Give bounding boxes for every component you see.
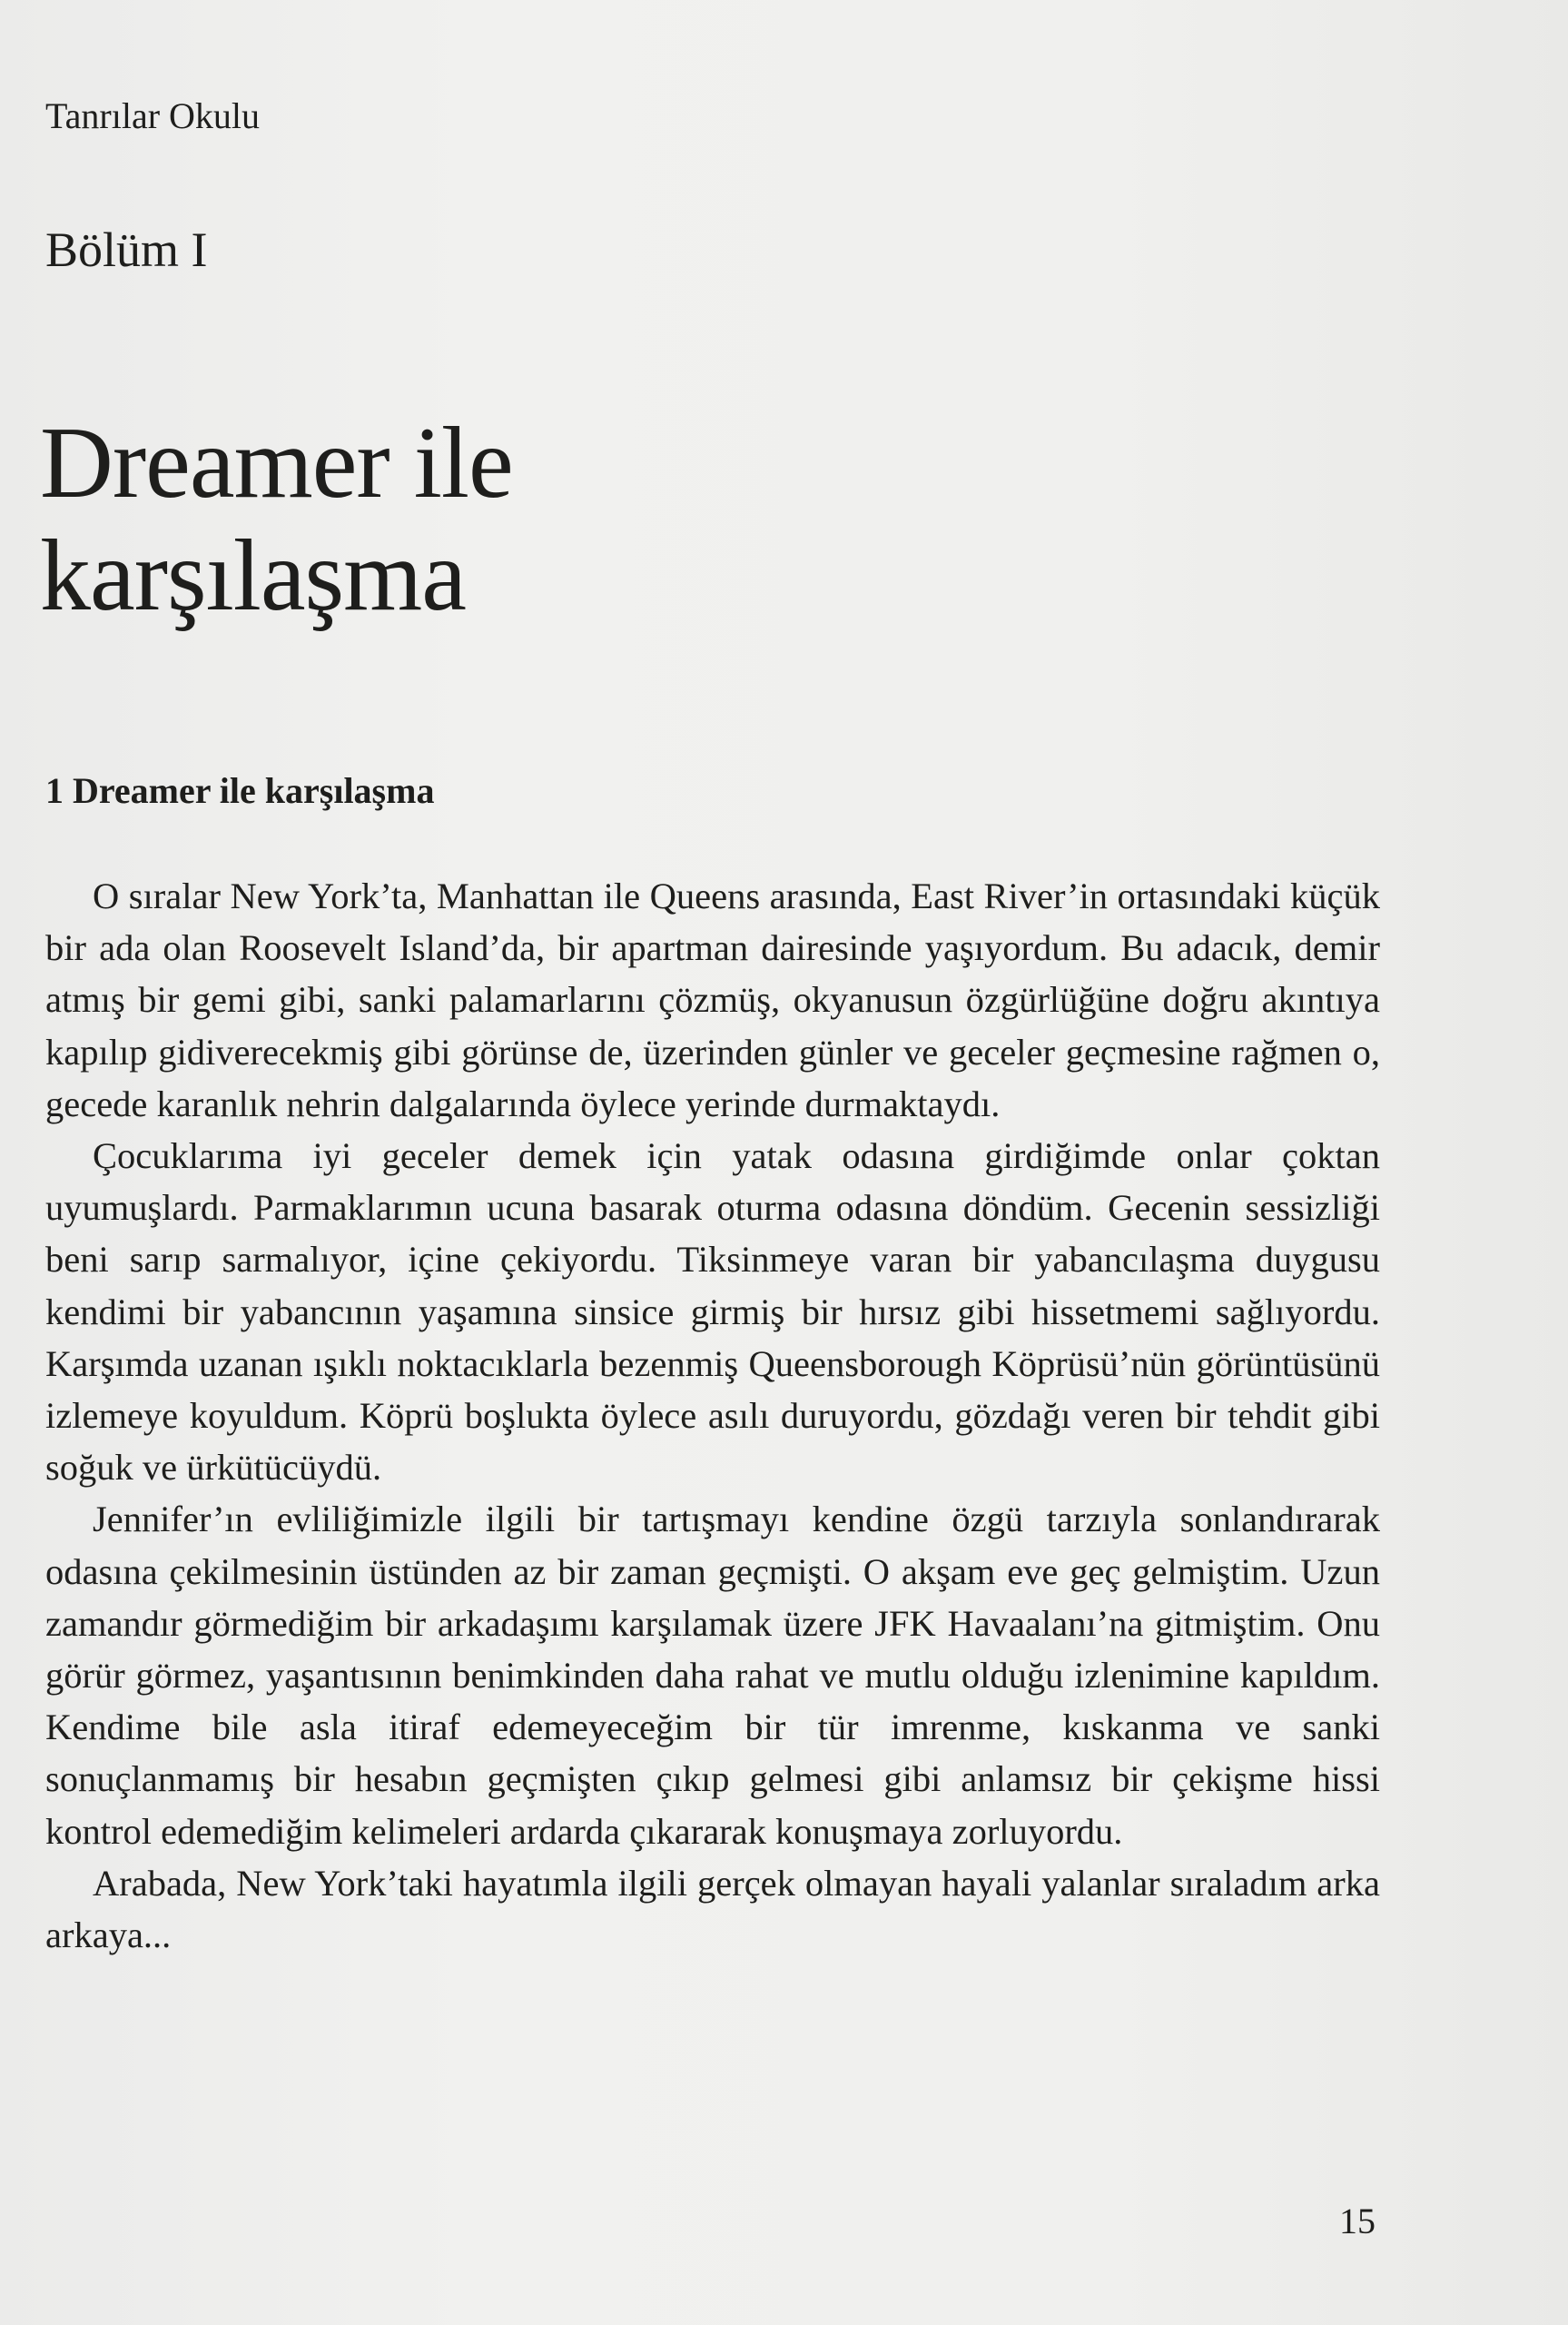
chapter-title: [40, 407, 513, 632]
section-title: 1 Dreamer ile karşılaşma: [45, 770, 435, 811]
page-number: 15: [1339, 2201, 1376, 2241]
running-head: Tanrılar Okulu: [45, 95, 261, 136]
paragraph-3: Jennifer’ın evliliğimizle ilgili bir tartışmayı kendine özgü tarzıyla sonlandırarak odasına çekilmesinin üstünden az bir zaman geçmişti. O akşam eve geç gelmiştim. Uzun zamandır görmediğim bir arkadaşımı karşılamak üzere JFK Havaalanı’na gitmiştim. Onu görür görmez, yaşantısının benimkinden daha rahat ve mutlu olduğu izlenimine kapıldım. Kendime bile asla itiraf edemeyeceğim bir tür imrenme, kıskanma ve sanki sonuçlanmamış bir hesabın geçmişten çıkıp gelmesi gibi anlamsız bir çekişme hissi kontrol edemediğim kelimeleri ardarda çıkararak konuşmaya zorluyordu.: [45, 1499, 1380, 1852]
part-label: Bölüm I: [45, 223, 208, 277]
chapter-title-line-2: karşılaşma: [40, 519, 466, 632]
paragraph-2: Çocuklarıma iyi geceler demek için yatak odasına girdiğimde onlar çoktan uyumuşlardı. Parmaklarımın ucuna basarak oturma odasına döndüm. Gecenin sessizliği beni sarıp sarmalıyor, içine çekiyordu. Tiksinmeye varan bir yabancılaşma duygusu kendimi bir yabancının yaşamına sinsice girmiş bir hırsız gibi hissetmemi sağlıyordu. Karşımda uzanan ışıklı noktacıklarla bezenmiş Queensborough Köprüsü’nün görüntüsünü izlemeye koyuldum. Köprü boşlukta öylece asılı duruyordu, gözdağı veren bir tehdit gibi soğuk ve ürkütücüydü.: [45, 1135, 1380, 1489]
paragraph-1: O sıralar New York’ta, Manhattan ile Queens arasında, East River’in ortasındaki küçük bir ada olan Roosevelt Island’da, bir apartman dairesinde yaşıyordum. Bu adacık, demir atmış bir gemi gibi, sanki palamarlarını çözmüş, okyanusun özgürlüğüne doğru akıntıya kapılıp gidiverecekmiş gibi görünse de, üzerinden günler ve geceler geçmesine rağmen o, gecede karanlık nehrin dalgalarında öylece yerinde durmaktaydı.: [45, 876, 1380, 1124]
body-text: [45, 870, 1380, 1961]
paragraph-4: Arabada, New York’taki hayatımla ilgili gerçek olmayan hayali yalanlar sıraladım arka arkaya...: [45, 1862, 1380, 1956]
chapter-title-line-1: Dreamer ile: [40, 407, 513, 519]
